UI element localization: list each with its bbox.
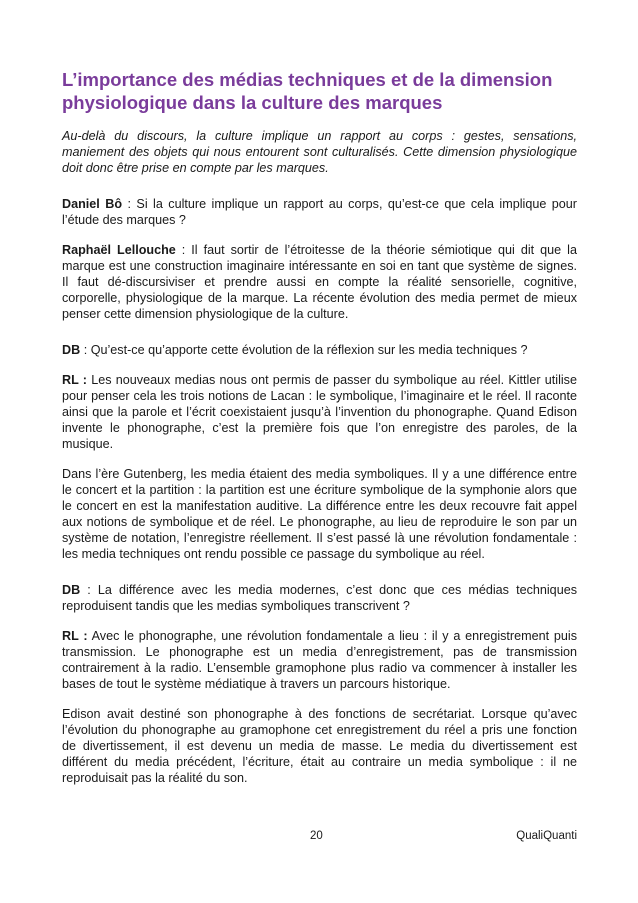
spacer — [62, 358, 577, 372]
spacer — [62, 322, 577, 342]
paragraph-7 — [62, 628, 577, 692]
page-footer — [62, 830, 577, 846]
spacer — [62, 692, 577, 706]
page-number: 20 — [310, 830, 323, 842]
paragraph-text: Edison avait destiné son phonographe à des fonctions de secrétariat. Lorsque qu’avec l’évolution du phonographe au gramophone cet enregistrement du réel a pris une fonction de divertissement, il est devenu un media de masse. Le media du divertissement est différent du media précédent, l’écriture, était au contraire un media symbolique : il ne reproduisait pas la réalité du son. — [62, 707, 577, 785]
paragraph-text: : Qu’est-ce qu’apporte cette évolution de la réflexion sur les media techniques ? — [80, 343, 528, 357]
speaker-label: DB — [62, 343, 81, 357]
speaker-label: DB — [62, 583, 81, 597]
paragraph-1 — [62, 196, 577, 228]
paragraph-text: : Si la culture implique un rapport au corps, qu’est-ce que cela implique pour l’étude des marques ? — [62, 197, 577, 227]
page-title: L’importance des médias techniques et de la dimension physiologique dans la culture des marques — [62, 69, 553, 113]
paragraph-5 — [62, 466, 577, 562]
footer-brand: QualiQuanti — [516, 830, 577, 842]
speaker-label: Daniel Bô — [62, 197, 123, 211]
spacer — [62, 452, 577, 466]
speaker-label: RL : — [62, 373, 87, 387]
paragraph-4 — [62, 372, 577, 452]
paragraph-8 — [62, 706, 577, 786]
paragraph-6 — [62, 582, 577, 614]
speaker-label: RL : — [62, 629, 88, 643]
spacer — [62, 562, 577, 582]
paragraph-text: : La différence avec les media modernes, c’est donc que ces médias techniques reproduisent tandis que les medias symboliques transcrivent ? — [62, 583, 577, 613]
spacer — [62, 228, 577, 242]
paragraph-text: Les nouveaux medias nous ont permis de passer du symbolique au réel. Kittler utilise pour penser cela les trois notions de Lacan : le symbolique, l’imaginaire et le réel. Il raconte ainsi que la parole et l’écrit coexistaient jusqu’à l’invention du phonographe. Quand Edison invente le phonographe, c’est la première fois que l’on enregistre des paroles, de la musique. — [62, 373, 577, 451]
spacer — [62, 176, 577, 196]
paragraph-2 — [62, 242, 577, 322]
paragraph-text: Dans l’ère Gutenberg, les media étaient des media symboliques. Il y a une différence entre le concert et la partition : la partition est une écriture symbolique de la symphonie alors que le concert en est la manifestation auditive. La différence entre les deux recouvre fait appel aux notions de symbolique et de réel. Le phonographe, au lieu de reproduire le son par un système de notation, l’enregistre réellement. Il s’est passé là une révolution fondamentale : les media techniques ont rendu possible ce passage du symbolique au réel. — [62, 467, 577, 561]
intro-paragraph: Au-delà du discours, la culture implique un rapport au corps : gestes, sensations, maniement des objets qui nous entourent sont culturalisés. Cette dimension physiologique doit donc être prise en compte par les marques. — [62, 129, 577, 175]
paragraph-text: : Il faut sortir de l’étroitesse de la théorie sémiotique qui dit que la marque est une construction imaginaire intéressante en soi en tant que système de signes. Il faut dé-discursiviser et prendre aussi en compte la réalité sensorielle, cognitive, corporelle, physiologique de la marque. La récente évolution des media permet de mieux penser cette dimension physiologique de la culture. — [62, 243, 577, 321]
paragraph-3 — [62, 342, 577, 358]
speaker-label: Raphaël Lellouche — [62, 243, 176, 257]
document-page — [62, 68, 577, 786]
paragraph-text: Avec le phonographe, une révolution fondamentale a lieu : il y a enregistrement puis transmission. Le phonographe est un media d’enregistrement, pas de transmission contrairement à la radio. L’ensemble gramophone plus radio va commencer à installer les bases de tout le système médiatique à travers un parcours historique. — [62, 629, 577, 691]
spacer — [62, 614, 577, 628]
